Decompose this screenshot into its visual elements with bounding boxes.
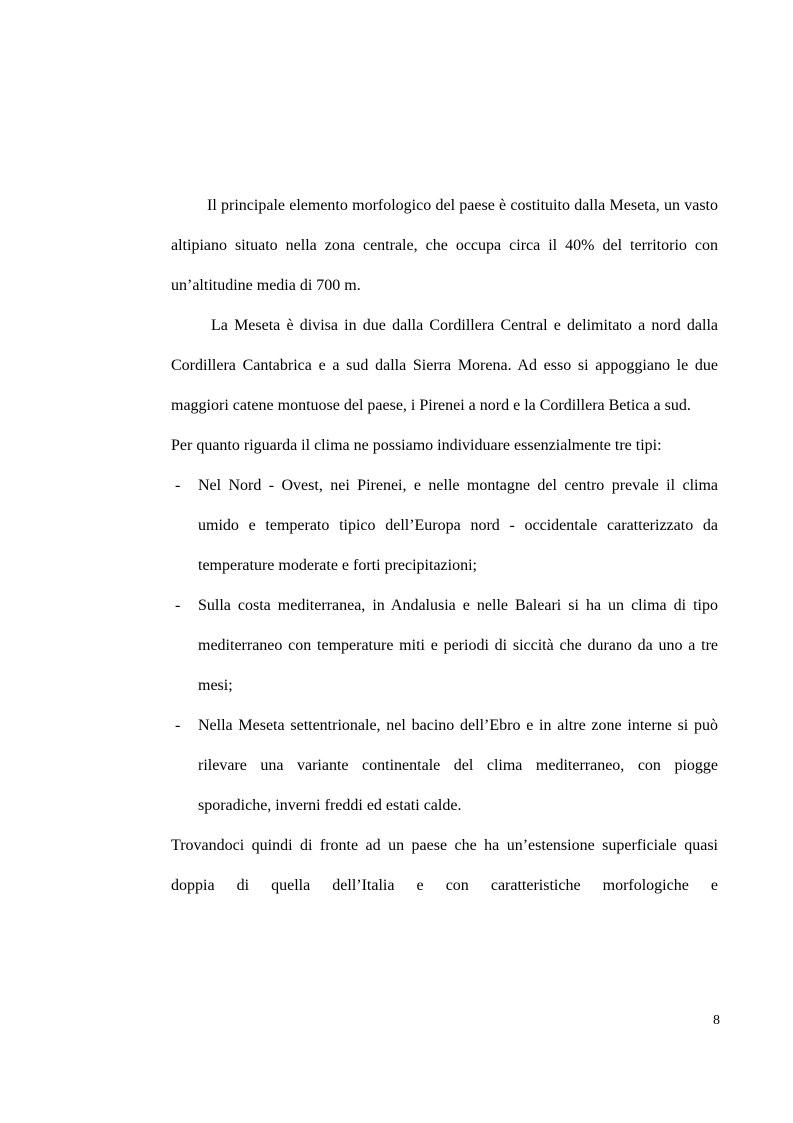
body-text — [171, 186, 718, 906]
list-item-text: Nel Nord - Ovest, nei Pirenei, e nelle montagne del centro prevale il clima umido e temperato tipico dell’Europa nord - occidentale caratterizzato da temperature moderate e forti precipitazioni; — [198, 477, 718, 574]
list-item — [171, 586, 718, 706]
paragraph-climate-intro: Per quanto riguarda il clima ne possiamo individuare essenzialmente tre tipi: — [171, 437, 662, 454]
page-number: 8 — [713, 1013, 720, 1028]
list-item — [171, 466, 718, 586]
list-item — [171, 706, 718, 826]
paragraph-conclusion: Trovandoci quindi di fronte ad un paese che ha un’estensione superficiale quasi doppia di quella dell’Italia e con caratteristiche morfologiche e — [171, 837, 718, 894]
list-item-text: Sulla costa mediterranea, in Andalusia e nelle Baleari si ha un clima di tipo mediterraneo con temperature miti e periodi di siccità che durano da uno a tre mesi; — [198, 597, 718, 694]
list-dash: - — [175, 717, 181, 734]
paragraph-meseta-division: La Meseta è divisa in due dalla Cordillera Central e delimitato a nord dalla Cordillera Cantabrica e a sud dalla Sierra Morena. Ad esso si appoggiano le due maggiori catene montuose del paese, i Pirenei a nord e la Cordillera Betica a sud. — [171, 317, 718, 414]
list-dash: - — [175, 477, 181, 494]
paragraph-meseta-intro: Il principale elemento morfologico del paese è costituito dalla Meseta, un vasto altipiano situato nella zona centrale, che occupa circa il 40% del territorio con un’altitudine media di 700 m. — [171, 197, 718, 294]
list-dash: - — [175, 597, 181, 614]
list-item-text: Nella Meseta settentrionale, nel bacino dell’Ebro e in altre zone interne si può rilevare una variante continentale del clima mediterraneo, con piogge sporadiche, inverni freddi ed estati calde. — [198, 717, 718, 814]
climate-list — [171, 466, 718, 826]
